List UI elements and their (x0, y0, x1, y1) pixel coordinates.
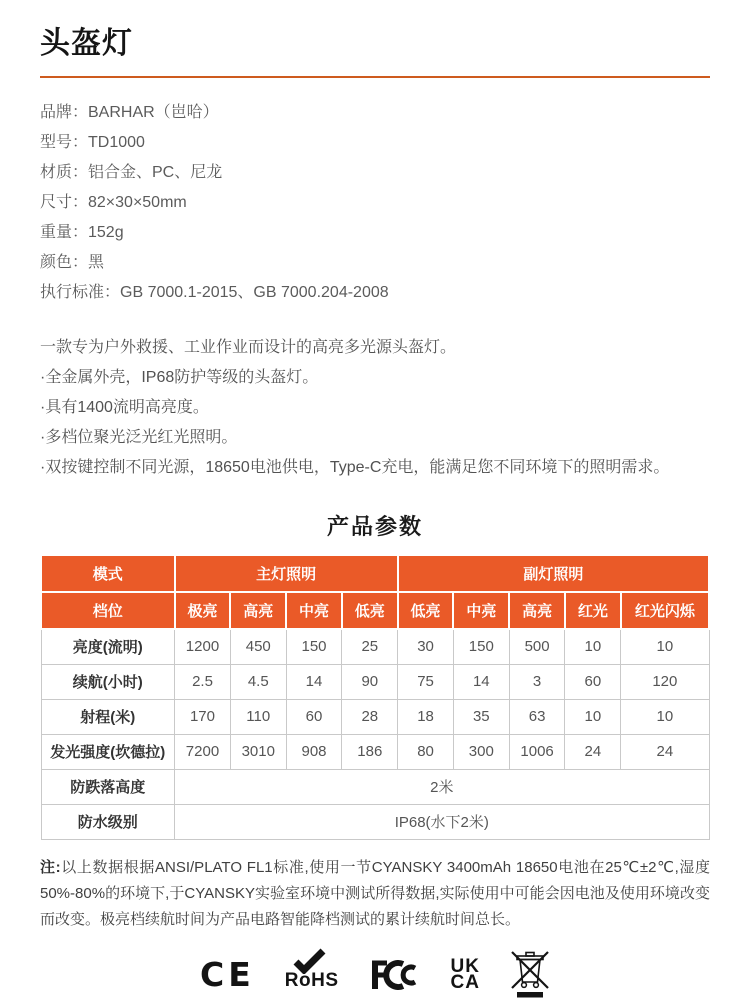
table-cell: 150 (453, 629, 509, 664)
table-cell: 7200 (175, 734, 231, 769)
table-row (41, 664, 709, 699)
ukca-line1: UK (450, 955, 480, 977)
table-subheader-cell: 中亮 (286, 592, 342, 629)
table-cell: 14 (453, 664, 509, 699)
table-cell: 63 (509, 699, 565, 734)
certification-row (40, 950, 710, 1000)
description-line: ·双按键控制不同光源，18650电池供电，Type-C充电，能满足您不同环境下的照明需求。 (40, 459, 670, 476)
footnote (40, 855, 710, 933)
table-subheader-cell: 高亮 (509, 592, 565, 629)
table-cell: 10 (565, 629, 621, 664)
table-cell: 80 (398, 734, 454, 769)
table-subheader-cell: 低亮 (398, 592, 454, 629)
table-cell: 14 (286, 664, 342, 699)
parameter-table-body (41, 629, 709, 839)
table-cell: 120 (621, 664, 709, 699)
ce-mark-icon: CE (200, 955, 255, 994)
table-row-label: 防跌落高度 (41, 769, 175, 804)
spec-line-brand: 品牌：BARHAR（岜哈） (40, 104, 219, 121)
table-cell: 10 (565, 699, 621, 734)
table-cell: 110 (230, 699, 286, 734)
table-cell: 10 (621, 629, 709, 664)
table-row (41, 804, 709, 839)
table-cell: 35 (453, 699, 509, 734)
rohs-icon (285, 958, 339, 992)
spec-line-model: 型号：TD1000 (40, 134, 145, 151)
table-subheader-cell: 极亮 (175, 592, 231, 629)
table-cell: 10 (621, 699, 709, 734)
description-line: ·全金属外壳，IP68防护等级的头盔灯。 (40, 369, 319, 386)
description-line: ·多档位聚光泛光红光照明。 (40, 429, 238, 446)
spec-line-standard: 执行标准：GB 7000.1-2015、GB 7000.204-2008 (40, 284, 389, 301)
table-row-label: 发光强度(坎德拉) (41, 734, 175, 769)
table-cell: 60 (286, 699, 342, 734)
table-header-cell: 主灯照明 (175, 555, 398, 592)
spec-line-color: 颜色：黑 (40, 254, 105, 271)
weee-bin-icon (510, 951, 550, 999)
table-row (41, 629, 709, 664)
table-subheader-cell: 红光 (565, 592, 621, 629)
table-span-cell: 2米 (175, 769, 709, 804)
table-cell: 186 (342, 734, 398, 769)
spec-list (40, 98, 710, 308)
table-cell: 150 (286, 629, 342, 664)
table-cell: 28 (342, 699, 398, 734)
table-subheader-cell: 档位 (41, 592, 175, 629)
table-cell: 75 (398, 664, 454, 699)
title-divider (40, 76, 710, 78)
table-subheader-cell: 低亮 (342, 592, 398, 629)
table-cell: 24 (565, 734, 621, 769)
table-cell: 30 (398, 629, 454, 664)
product-detail-page (0, 18, 750, 1000)
table-cell: 25 (342, 629, 398, 664)
description-line: 一款专为户外救援、工业作业而设计的高亮多光源头盔灯。 (40, 339, 457, 356)
checkmark-icon (293, 948, 327, 974)
table-cell: 500 (509, 629, 565, 664)
table-cell: 170 (175, 699, 231, 734)
table-cell: 90 (342, 664, 398, 699)
spec-line-size: 尺寸：82×30×50mm (40, 194, 187, 211)
table-cell: 1006 (509, 734, 565, 769)
table-row-label: 防水级别 (41, 804, 175, 839)
table-row-label: 射程(米) (41, 699, 175, 734)
table-cell: 2.5 (175, 664, 231, 699)
spec-line-material: 材质：铝合金、PC、尼龙 (40, 164, 223, 181)
ukca-icon (450, 955, 480, 993)
table-cell: 1200 (175, 629, 231, 664)
product-description (40, 333, 710, 483)
table-cell: 60 (565, 664, 621, 699)
table-cell: 450 (230, 629, 286, 664)
footnote-body: 以上数据根据ANSI/PLATO FL1标准,使用一节CYANSKY 3400mAh 18650电池在25℃±2℃,湿度50%-80%的环境下,于CYANSKY实验室环境中测试所得数据,实际使用中可能会因电池及使用环境改变而改变。极亮档续航时间为产品电路智能降档测试的累计续航时间总长。 (40, 858, 710, 928)
table-header-cell: 副灯照明 (398, 555, 709, 592)
section-title-parameters: 产品参数 (326, 514, 423, 539)
table-cell: 908 (286, 734, 342, 769)
table-cell: 24 (621, 734, 709, 769)
table-span-cell: IP68(水下2米) (175, 804, 709, 839)
parameter-table (40, 554, 710, 840)
table-cell: 18 (398, 699, 454, 734)
parameter-table-head (41, 555, 709, 629)
table-cell: 3010 (230, 734, 286, 769)
table-row (41, 769, 709, 804)
ukca-line2: CA (450, 971, 480, 993)
table-cell: 3 (509, 664, 565, 699)
table-header-cell: 模式 (41, 555, 175, 592)
footnote-prefix: 注: (40, 858, 61, 876)
page-title: 头盔灯 (40, 27, 133, 60)
table-row-label: 亮度(流明) (41, 629, 175, 664)
table-cell: 4.5 (230, 664, 286, 699)
table-subheader-cell: 红光闪烁 (621, 592, 709, 629)
fcc-icon (369, 958, 421, 992)
table-row (41, 734, 709, 769)
description-line: ·具有1400流明高亮度。 (40, 399, 209, 416)
table-row-label: 续航(小时) (41, 664, 175, 699)
spec-line-weight: 重量：152g (40, 224, 124, 241)
rohs-label: RoHS (284, 969, 339, 991)
table-row (41, 699, 709, 734)
table-cell: 300 (453, 734, 509, 769)
table-subheader-cell: 高亮 (230, 592, 286, 629)
table-subheader-cell: 中亮 (453, 592, 509, 629)
